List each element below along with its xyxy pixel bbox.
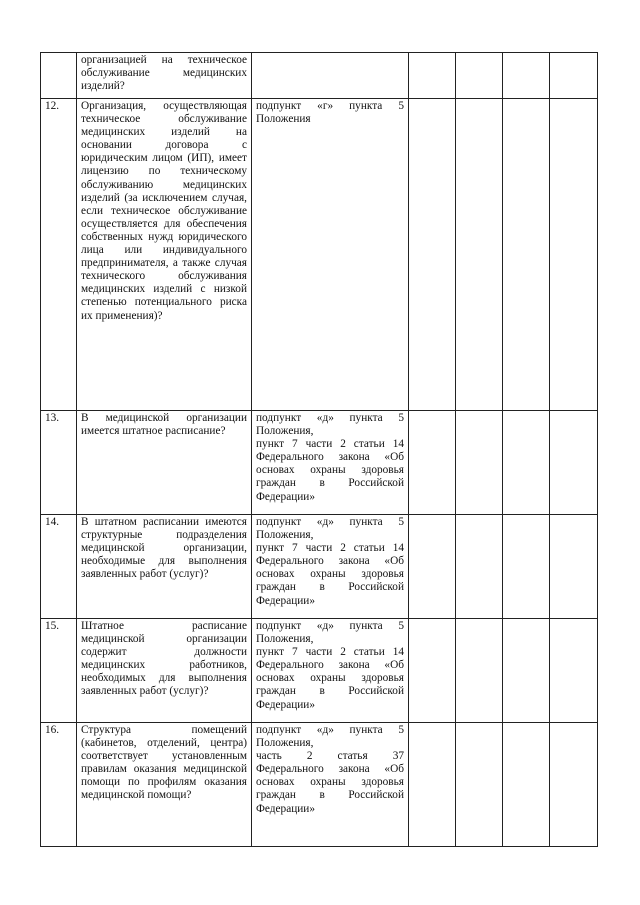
- reference-cell: подпункт «д» пункта 5 Положения, часть 2 статья 37 Федерального закона «Об основах охраны здоровья граждан в Российской Федерации»: [252, 723, 409, 847]
- reference-cell: подпункт «д» пункта 5 Положения, пункт 7 части 2 статьи 14 Федерального закона «Об основах охраны здоровья граждан в Российской Федерации»: [252, 515, 409, 619]
- answer-cell-yes: [409, 723, 456, 847]
- answer-cell-na: [503, 53, 550, 99]
- reference-cell: подпункт «д» пункта 5 Положения, пункт 7 части 2 статьи 14 Федерального закона «Об основах охраны здоровья граждан в Российской Федерации»: [252, 411, 409, 515]
- answer-cell-yes: [409, 619, 456, 723]
- row-number: 14.: [41, 515, 77, 619]
- answer-cell-no: [456, 411, 503, 515]
- question-cell: Штатное расписание медицинской организации содержит должности медицинских работников, необходимых для выполнения заявленных работ (услуг)?: [77, 619, 252, 723]
- answer-cell-no: [456, 515, 503, 619]
- question-cell: В медицинской организации имеется штатное расписание?: [77, 411, 252, 515]
- table-row: [41, 411, 598, 515]
- table-row: [41, 515, 598, 619]
- reference-cell: подпункт «г» пункта 5 Положения: [252, 99, 409, 411]
- question-cell: Структура помещений (кабинетов, отделений, центра) соответствует установленным правилам оказания медицинской помощи по профилям оказания медицинской помощи?: [77, 723, 252, 847]
- question-cell: Организация, осуществляющая техническое обслуживание медицинских изделий на основании договора с юридическим лицом (ИП), имеет лицензию по техническому обслуживанию медицинских изделий (за исключением случая, если техническое обслуживание осуществляется для обеспечения собственных нужд юридического лица или индивидуального предпринимателя, а также случая технического обслуживания медицинских изделий с низкой степенью потенциального риска их применения)?: [77, 99, 252, 411]
- answer-cell-na: [503, 99, 550, 411]
- table-row: [41, 619, 598, 723]
- row-number: 15.: [41, 619, 77, 723]
- answer-cell-no: [456, 619, 503, 723]
- answer-cell-note: [550, 515, 598, 619]
- reference-cell: подпункт «д» пункта 5 Положения, пункт 7 части 2 статьи 14 Федерального закона «Об основах охраны здоровья граждан в Российской Федерации»: [252, 619, 409, 723]
- question-cell: В штатном расписании имеются структурные подразделения медицинской организации, необходимые для выполнения заявленных работ (услуг)?: [77, 515, 252, 619]
- answer-cell-na: [503, 411, 550, 515]
- row-number: 12.: [41, 99, 77, 411]
- answer-cell-yes: [409, 53, 456, 99]
- answer-cell-note: [550, 619, 598, 723]
- answer-cell-no: [456, 99, 503, 411]
- row-number: [41, 53, 77, 99]
- checklist-table: [40, 52, 598, 847]
- table-row: [41, 723, 598, 847]
- row-number: 16.: [41, 723, 77, 847]
- row-number: 13.: [41, 411, 77, 515]
- answer-cell-yes: [409, 515, 456, 619]
- answer-cell-no: [456, 53, 503, 99]
- answer-cell-no: [456, 723, 503, 847]
- table-row: [41, 99, 598, 411]
- reference-cell: [252, 53, 409, 99]
- answer-cell-yes: [409, 99, 456, 411]
- answer-cell-na: [503, 619, 550, 723]
- answer-cell-note: [550, 53, 598, 99]
- answer-cell-na: [503, 515, 550, 619]
- answer-cell-na: [503, 723, 550, 847]
- answer-cell-note: [550, 723, 598, 847]
- answer-cell-note: [550, 411, 598, 515]
- answer-cell-note: [550, 99, 598, 411]
- table-row: [41, 53, 598, 99]
- question-cell: организацией на техническое обслуживание медицинских изделий?: [77, 53, 252, 99]
- answer-cell-yes: [409, 411, 456, 515]
